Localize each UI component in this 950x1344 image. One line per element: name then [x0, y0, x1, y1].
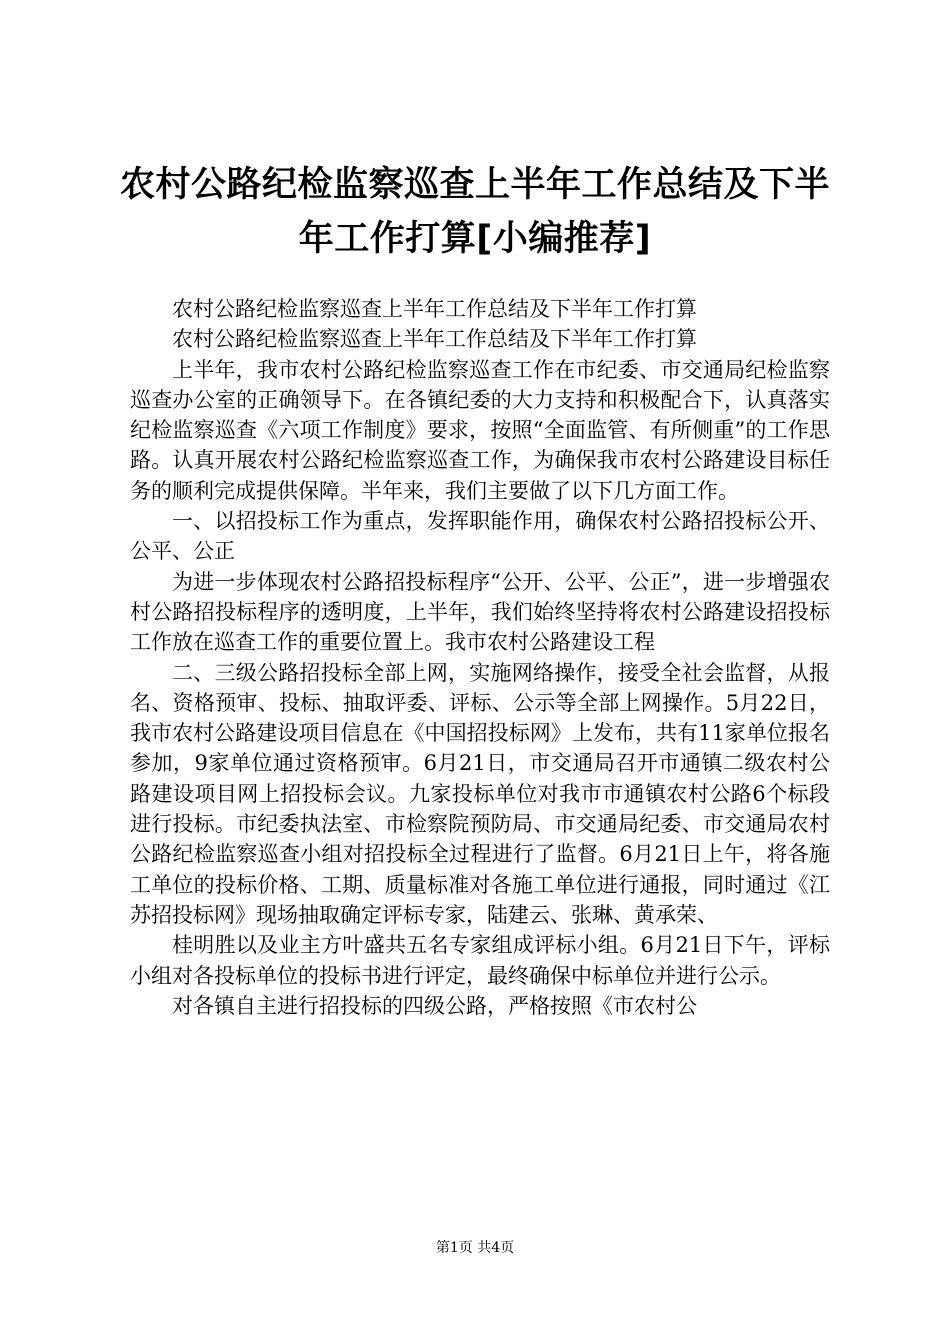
paragraph-township-roads: 对各镇自主进行招投标的四级公路，严格按照《市农村公	[172, 993, 697, 1018]
paragraph-heading-1: 一、以招投标工作为重点，发挥职能作用，确保农村公路招投标公开、公平、公正	[130, 509, 830, 564]
paragraph-tendering-transparency: 为进一步体现农村公路招投标程序“公开、公平、公正”，进一步增强农村公路招投标程序的透明度，上半年，我们始终坚持将农村公路建设招投标工作放在巡查工作的重要位置上。我市农村公路建设工程	[130, 569, 830, 655]
paragraph-intro: 上半年，我市农村公路纪检监察巡查工作在市纪委、市交通局纪检监察巡查办公室的正确领导下。在各镇纪委的大力支持和积极配合下，认真落实纪检监察巡查《六项工作制度》要求，按照“全面监管、有所侧重”的工作思路。认真开展农村公路纪检监察巡查工作，为确保我市农村公路建设目标任务的顺利完成提供保障。半年来，我们主要做了以下几方面工作。	[130, 357, 830, 503]
subtitle-line-1: 农村公路纪检监察巡查上半年工作总结及下半年工作打算	[172, 297, 697, 321]
subtitle-line-2: 农村公路纪检监察巡查上半年工作总结及下半年工作打算	[172, 327, 697, 352]
page-number: 第1页 共4页	[435, 1240, 515, 1256]
document-title	[120, 158, 830, 266]
document-title-line-2: 年工作打算[小编推荐]	[298, 219, 652, 259]
page-footer	[0, 1238, 950, 1258]
paragraph-online-tendering: 二、三级公路招投标全部上网，实施网络操作，接受全社会监督，从报名、资格预审、投标、抽取评委、评标、公示等全部上网操作。5月22日，我市农村公路建设项目信息在《中国招投标网》上发布，共有11家单位报名参加，9家单位通过资格预审。6月21日，市交通局召开市通镇二级农村公路建设项目网上招投标会议。九家投标单位对我市市通镇农村公路6个标段进行投标。市纪委执法室、市检察院预防局、市交通局纪委、市交通局农村公路纪检监察巡查小组对招投标全过程进行了监督。6月21日上午，将各施工单位的投标价格、工期、质量标准对各施工单位进行通报，同时通过《江苏招投标网》现场抽取确定评标专家，陆建云、张琳、黄承荣、	[130, 660, 830, 927]
document-title-line-1: 农村公路纪检监察巡查上半年工作总结及下半	[120, 165, 831, 205]
paragraph-evaluation-panel: 桂明胜以及业主方叶盛共五名专家组成评标小组。6月21日下午，评标小组对各投标单位的投标书进行评定，最终确保中标单位并进行公示。	[130, 933, 830, 988]
document-body	[130, 294, 830, 1021]
